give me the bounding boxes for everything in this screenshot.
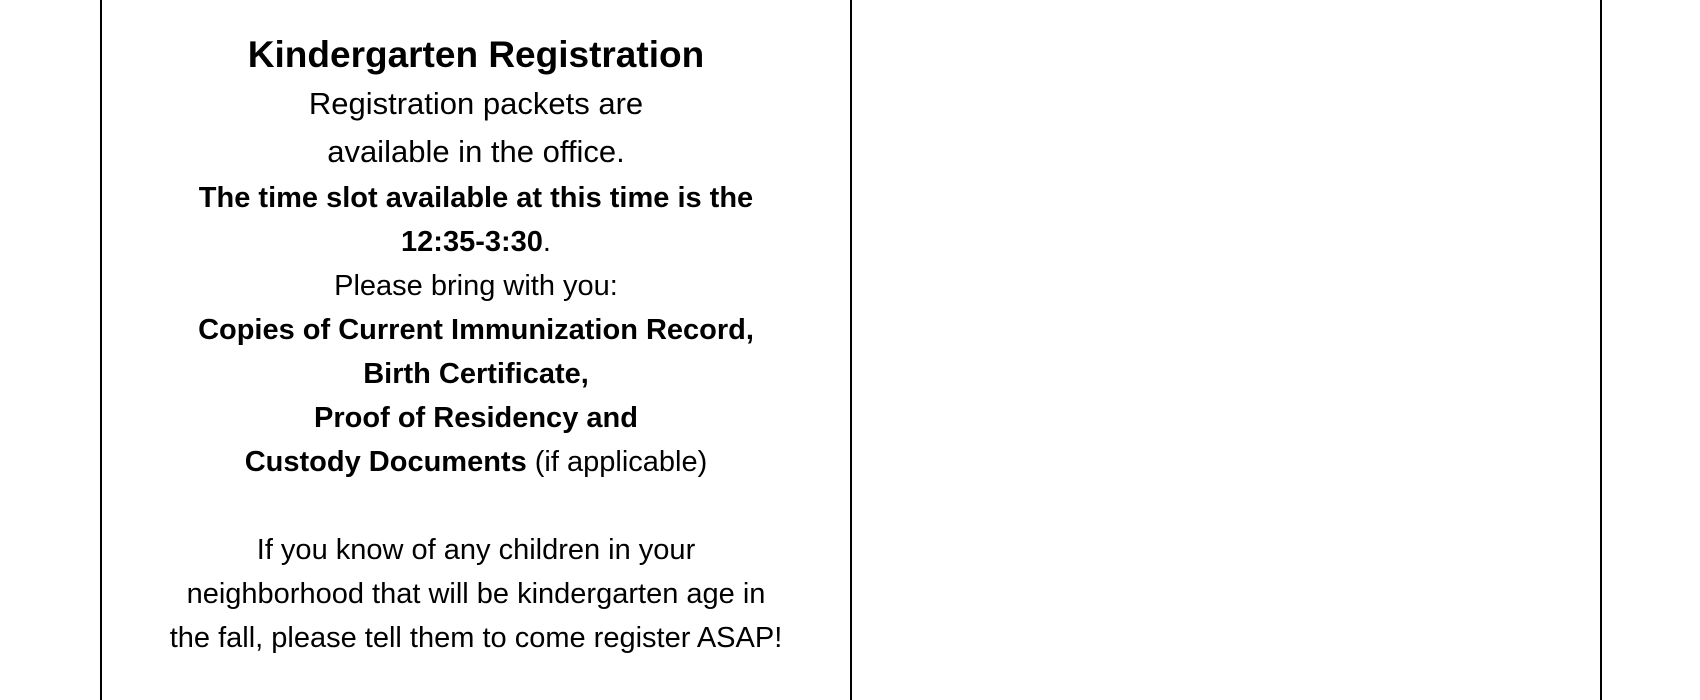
custody-bold: Custody Documents: [244, 446, 527, 478]
announcement-cell: [102, 0, 850, 700]
paragraph-spacer: [102, 484, 850, 528]
table-border-right: [1600, 0, 1602, 700]
closing-line-2: neighborhood that will be kindergarten age in: [186, 578, 766, 610]
closing-line-3: the fall, please tell them to come register ASAP!: [169, 622, 783, 654]
required-item-immunization: Copies of Current Immunization Record,: [198, 314, 754, 346]
slot-line-2: [102, 220, 850, 264]
empty-cell: [852, 0, 1600, 700]
required-item-custody: [102, 440, 850, 484]
required-item-residency: Proof of Residency and: [314, 402, 638, 434]
slot-period: .: [542, 226, 551, 258]
bring-label: Please bring with you:: [334, 270, 618, 302]
intro-line-1: Registration packets are: [308, 86, 644, 121]
slot-line-1: The time slot available at this time is the: [198, 182, 754, 214]
intro-line-2: available in the office.: [327, 134, 625, 169]
slot-time: 12:35-3:30: [401, 226, 543, 258]
announcement-title: Kindergarten Registration: [247, 34, 705, 75]
custody-note: (if applicable): [526, 446, 708, 478]
closing-line-1: If you know of any children in your: [256, 534, 696, 566]
required-item-birth-certificate: Birth Certificate,: [363, 358, 589, 390]
